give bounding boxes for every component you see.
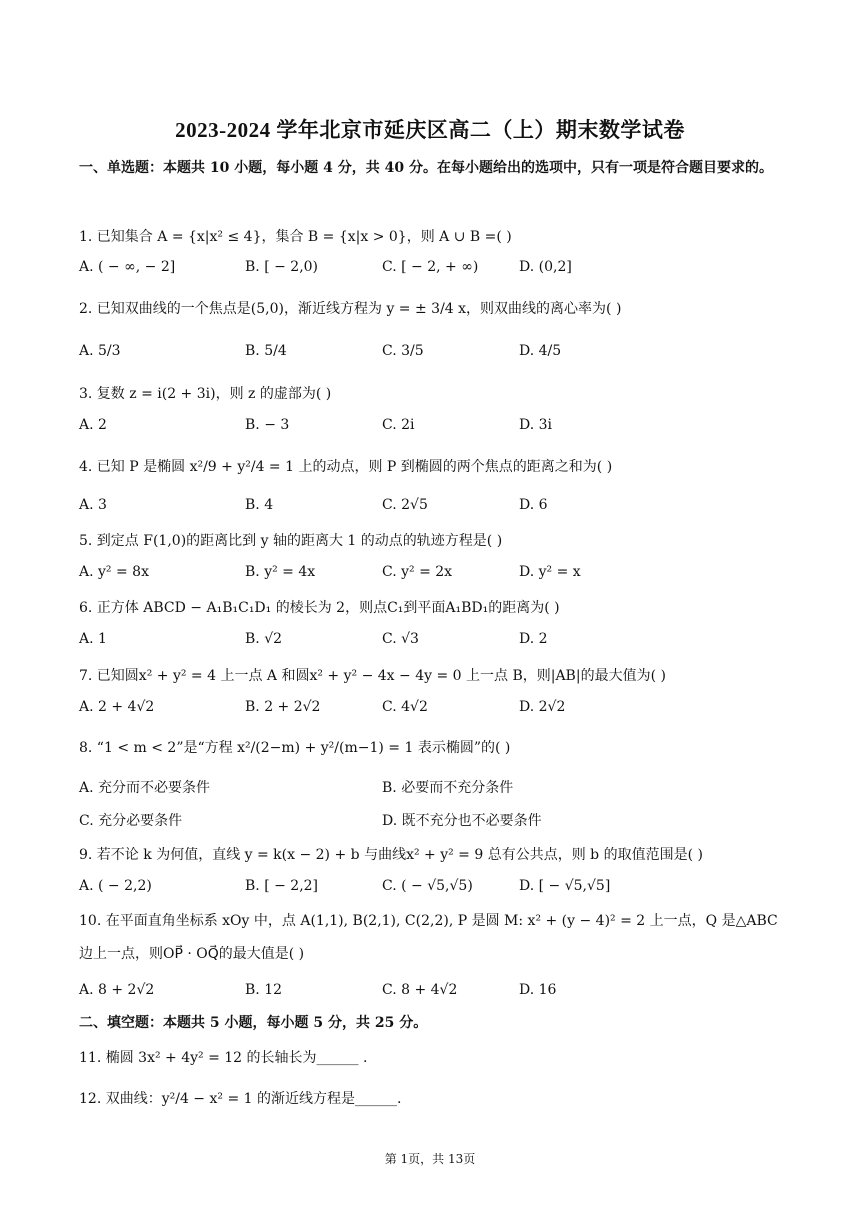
option-d: D. 既不充分也不必要条件 bbox=[382, 813, 542, 829]
question-5: 5. 到定点 F(1,0)的距离比到 y 轴的距离大 1 的动点的轨迹方程是( ) bbox=[79, 533, 503, 549]
option-b: B. 2 + 2√2 bbox=[245, 699, 321, 715]
question-8: 8. “1 < m < 2”是“方程 x²/(2−m) + y²/(m−1) = 1 表示椭圆”的( ) bbox=[79, 740, 511, 756]
option-a: A. 8 + 2√2 bbox=[79, 982, 155, 998]
options-q4 bbox=[79, 497, 784, 521]
option-a: A. 2 bbox=[79, 417, 107, 433]
options-q2 bbox=[79, 343, 784, 367]
options-q1 bbox=[79, 259, 784, 283]
option-a: A. ( − 2,2) bbox=[79, 878, 152, 894]
option-c: C. √3 bbox=[382, 631, 419, 647]
question-7: 7. 已知圆x² + y² = 4 上一点 A 和圆x² + y² − 4x − 4y = 0 上一点 B，则|AB|的最大值为( ) bbox=[79, 668, 666, 684]
option-a: A. 5/3 bbox=[79, 343, 121, 359]
options-q8-row1 bbox=[79, 777, 784, 801]
option-a: A. 充分而不必要条件 bbox=[79, 780, 211, 796]
option-b: B. √2 bbox=[245, 631, 283, 647]
question-10: 10. 在平面直角坐标系 xOy 中，点 A(1,1), B(2,1), C(2,2), P 是圆 M: x² + (y − 4)² = 2 上一点，Q 是△ABC 边上一点，则OP⃗ · OQ⃗的最大值是( ) bbox=[79, 913, 778, 962]
option-b: B. 必要而不充分条件 bbox=[382, 780, 514, 796]
option-c: C. 充分必要条件 bbox=[79, 813, 183, 829]
option-d: D. 16 bbox=[519, 982, 557, 998]
section-heading-fill-blank: 二、填空题：本题共 5 小题，每小题 5 分，共 25 分。 bbox=[79, 1015, 428, 1031]
page-footer: 第 1页，共 13页 bbox=[384, 1152, 476, 1166]
options-q7 bbox=[79, 699, 784, 723]
option-d: D. [ − √5,√5] bbox=[519, 878, 611, 894]
options-q9 bbox=[79, 878, 784, 902]
question-2: 2. 已知双曲线的一个焦点是(5,0)，渐近线方程为 y = ± 3/4 x，则双曲线的离心率为( ) bbox=[79, 301, 622, 317]
question-9: 9. 若不论 k 为何值，直线 y = k(x − 2) + b 与曲线x² + y² = 9 总有公共点，则 b 的取值范围是( ) bbox=[79, 847, 703, 863]
options-q5 bbox=[79, 564, 784, 588]
option-b: B. [ − 2,0) bbox=[245, 259, 319, 275]
question-12: 12. 双曲线：y²/4 − x² = 1 的渐近线方程是______. bbox=[79, 1091, 402, 1107]
options-q6 bbox=[79, 631, 784, 655]
section-heading-single-choice: 一、单选题：本题共 10 小题，每小题 4 分，共 40 分。在每小题给出的选项中，只有一项是符合题目要求的。 bbox=[79, 160, 773, 176]
page-title: 2023-2024 学年北京市延庆区高二（上）期末数学试卷 bbox=[175, 118, 685, 142]
question-11: 11. 椭圆 3x² + 4y² = 12 的长轴长为______ . bbox=[79, 1050, 368, 1066]
option-d: D. 6 bbox=[519, 497, 548, 513]
option-d: D. 3i bbox=[519, 417, 553, 433]
option-c: C. 4√2 bbox=[382, 699, 428, 715]
option-b: B. y² = 4x bbox=[245, 564, 316, 580]
option-c: C. y² = 2x bbox=[382, 564, 453, 580]
option-a: A. y² = 8x bbox=[79, 564, 149, 580]
question-6: 6. 正方体 ABCD − A₁B₁C₁D₁ 的棱长为 2，则点C₁到平面A₁BD₁的距离为( ) bbox=[79, 600, 560, 616]
options-q10 bbox=[79, 982, 784, 1006]
option-b: B. − 3 bbox=[245, 417, 290, 433]
question-4: 4. 已知 P 是椭圆 x²/9 + y²/4 = 1 上的动点，则 P 到椭圆的两个焦点的距离之和为( ) bbox=[79, 459, 613, 475]
option-a: A. 2 + 4√2 bbox=[79, 699, 155, 715]
option-a: A. 1 bbox=[79, 631, 107, 647]
option-a: A. ( − ∞, − 2] bbox=[79, 259, 176, 275]
option-b: B. 12 bbox=[245, 982, 283, 998]
option-d: D. (0,2] bbox=[519, 259, 572, 275]
question-3: 3. 复数 z = i(2 + 3i)，则 z 的虚部为( ) bbox=[79, 386, 332, 402]
question-1: 1. 已知集合 A = {x|x² ≤ 4}，集合 B = {x|x > 0}，则 A ∪ B =( ) bbox=[79, 229, 512, 245]
option-c: C. 2i bbox=[382, 417, 415, 433]
option-c: C. 8 + 4√2 bbox=[382, 982, 458, 998]
option-b: B. [ − 2,2] bbox=[245, 878, 319, 894]
option-b: B. 5/4 bbox=[245, 343, 287, 359]
option-b: B. 4 bbox=[245, 497, 274, 513]
option-d: D. 2√2 bbox=[519, 699, 566, 715]
option-c: C. 3/5 bbox=[382, 343, 424, 359]
option-d: D. y² = x bbox=[519, 564, 581, 580]
options-q8-row2 bbox=[79, 810, 784, 834]
options-q3 bbox=[79, 417, 784, 441]
option-c: C. 2√5 bbox=[382, 497, 428, 513]
option-a: A. 3 bbox=[79, 497, 107, 513]
option-d: D. 4/5 bbox=[519, 343, 562, 359]
option-c: C. ( − √5,√5) bbox=[382, 878, 473, 894]
option-c: C. [ − 2, + ∞) bbox=[382, 259, 479, 275]
option-d: D. 2 bbox=[519, 631, 548, 647]
